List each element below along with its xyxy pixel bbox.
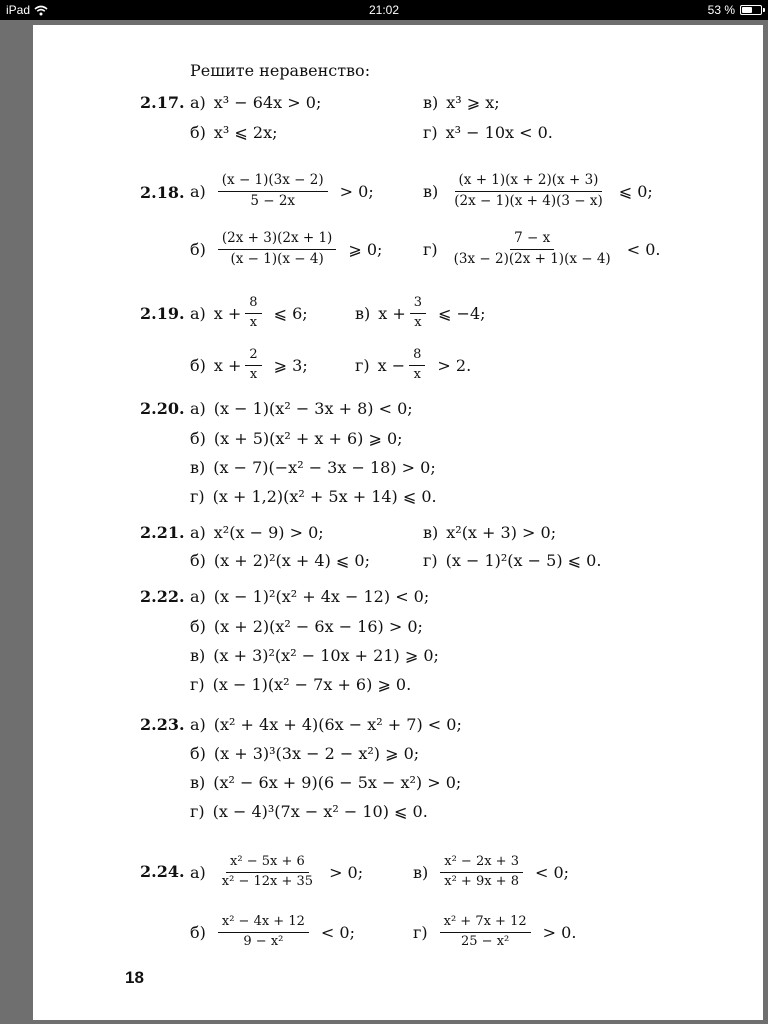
battery-icon: [740, 5, 762, 15]
page-title: Решите неравенство:: [190, 61, 371, 80]
document-page: [33, 25, 763, 1020]
fraction: x² + 7x + 12 25 − x²: [440, 915, 531, 950]
problem-item: г) (x + 1,2)(x² + 5x + 14) ⩽ 0.: [190, 487, 437, 506]
problem-item: в) (x − 7)(−x² − 3x − 18) > 0;: [190, 458, 436, 477]
problem-item: а) x²(x − 9) > 0;: [190, 523, 324, 542]
fraction: $\frac{8}{x}$: [409, 348, 425, 383]
problem-item: в) x³ ⩾ x;: [423, 93, 500, 112]
fraction: $\frac{2}{x}$: [245, 348, 261, 383]
problem-item: в) (x² − 6x + 9)(6 − 5x − x²) > 0;: [190, 773, 462, 792]
fraction: x² − 2x + 3 x² + 9x + 8: [440, 855, 523, 890]
problem-item: в) (x + 3)²(x² − 10x + 21) ⩾ 0;: [190, 646, 439, 665]
fraction: $\frac{3}{x}$: [410, 296, 426, 331]
problem-number: 2.19.: [140, 304, 185, 323]
problem-number: 2.20.: [140, 399, 185, 418]
problem-number: 2.17.: [140, 93, 185, 112]
problem-item: а) x² − 5x + 6 x² − 12x + 35 > 0;: [190, 853, 364, 889]
problem-item: а) (x − 1)(3x − 2) 5 − 2x > 0;: [190, 171, 374, 209]
page-number: 18: [125, 968, 144, 987]
problem-item: а) x + $\frac{8}{x}$ ⩽ 6;: [190, 294, 308, 330]
problem-number: 2.24.: [140, 862, 185, 881]
problem-item: г) x − $\frac{8}{x}$ > 2.: [355, 346, 472, 382]
problem-item: в) x + $\frac{3}{x}$ ⩽ −4;: [355, 294, 486, 330]
status-bar: [0, 0, 768, 20]
problem-item: г) 7 − x (3x − 2)(2x + 1)(x − 4) < 0.: [423, 229, 661, 267]
problem-item: б) x² − 4x + 12 9 − x² < 0;: [190, 913, 355, 949]
problem-item: а) (x − 1)²(x² + 4x − 12) < 0;: [190, 587, 430, 606]
problem-item: а) (x² + 4x + 4)(6x − x² + 7) < 0;: [190, 715, 462, 734]
problem-item: а) (x − 1)(x² − 3x + 8) < 0;: [190, 399, 413, 418]
fraction: $\frac{8}{x}$: [245, 296, 261, 331]
problem-item: б) (x + 5)(x² + x + 6) ⩾ 0;: [190, 429, 403, 448]
problem-item: в) x²(x + 3) > 0;: [423, 523, 557, 542]
problem-item: а) x³ − 64x > 0;: [190, 93, 322, 112]
fraction: (x − 1)(3x − 2) 5 − 2x: [218, 173, 328, 209]
problem-item: б) (x + 3)³(3x − 2 − x²) ⩾ 0;: [190, 744, 420, 763]
fraction: x² − 5x + 6 x² − 12x + 35: [221, 853, 314, 889]
device-name: iPad: [6, 3, 31, 17]
battery-level: [742, 7, 752, 13]
fraction: 7 − x (3x − 2)(2x + 1)(x − 4): [453, 229, 611, 267]
fraction: (x + 1)(x + 2)(x + 3) (2x − 1)(x + 4)(3 − x): [454, 171, 603, 209]
problem-item: в) (x + 1)(x + 2)(x + 3) (2x − 1)(x + 4)(3 − x) ⩽ 0;: [423, 171, 653, 209]
problem-item: г) (x − 1)²(x − 5) ⩽ 0.: [423, 551, 602, 570]
problem-item: г) (x − 4)³(7x − x² − 10) ⩽ 0.: [190, 802, 428, 821]
problem-item: б) (x + 2)²(x + 4) ⩽ 0;: [190, 551, 370, 570]
problem-item: в) x² − 2x + 3 x² + 9x + 8 < 0;: [413, 853, 570, 889]
problem-item: б) x + $\frac{2}{x}$ ⩾ 3;: [190, 346, 308, 382]
problem-item: г) (x − 1)(x² − 7x + 6) ⩾ 0.: [190, 675, 412, 694]
problem-number: 2.23.: [140, 715, 185, 734]
battery-percent: 53 %: [707, 3, 735, 17]
fraction: x² − 4x + 12 9 − x²: [218, 915, 309, 950]
problem-item: г) x³ − 10x < 0.: [423, 123, 553, 142]
problem-item: г) x² + 7x + 12 25 − x² > 0.: [413, 913, 577, 949]
problem-item: б) (2x + 3)(2x + 1) (x − 1)(x − 4) ⩾ 0;: [190, 229, 383, 267]
problem-number: 2.21.: [140, 523, 185, 542]
problem-number: 2.22.: [140, 587, 185, 606]
problem-item: б) x³ ⩽ 2x;: [190, 123, 278, 142]
problem-item: б) (x + 2)(x² − 6x − 16) > 0;: [190, 617, 423, 636]
fraction: (2x + 3)(2x + 1) (x − 1)(x − 4): [218, 231, 336, 267]
problem-number: 2.18.: [140, 183, 185, 202]
clock: 21:02: [368, 3, 400, 17]
